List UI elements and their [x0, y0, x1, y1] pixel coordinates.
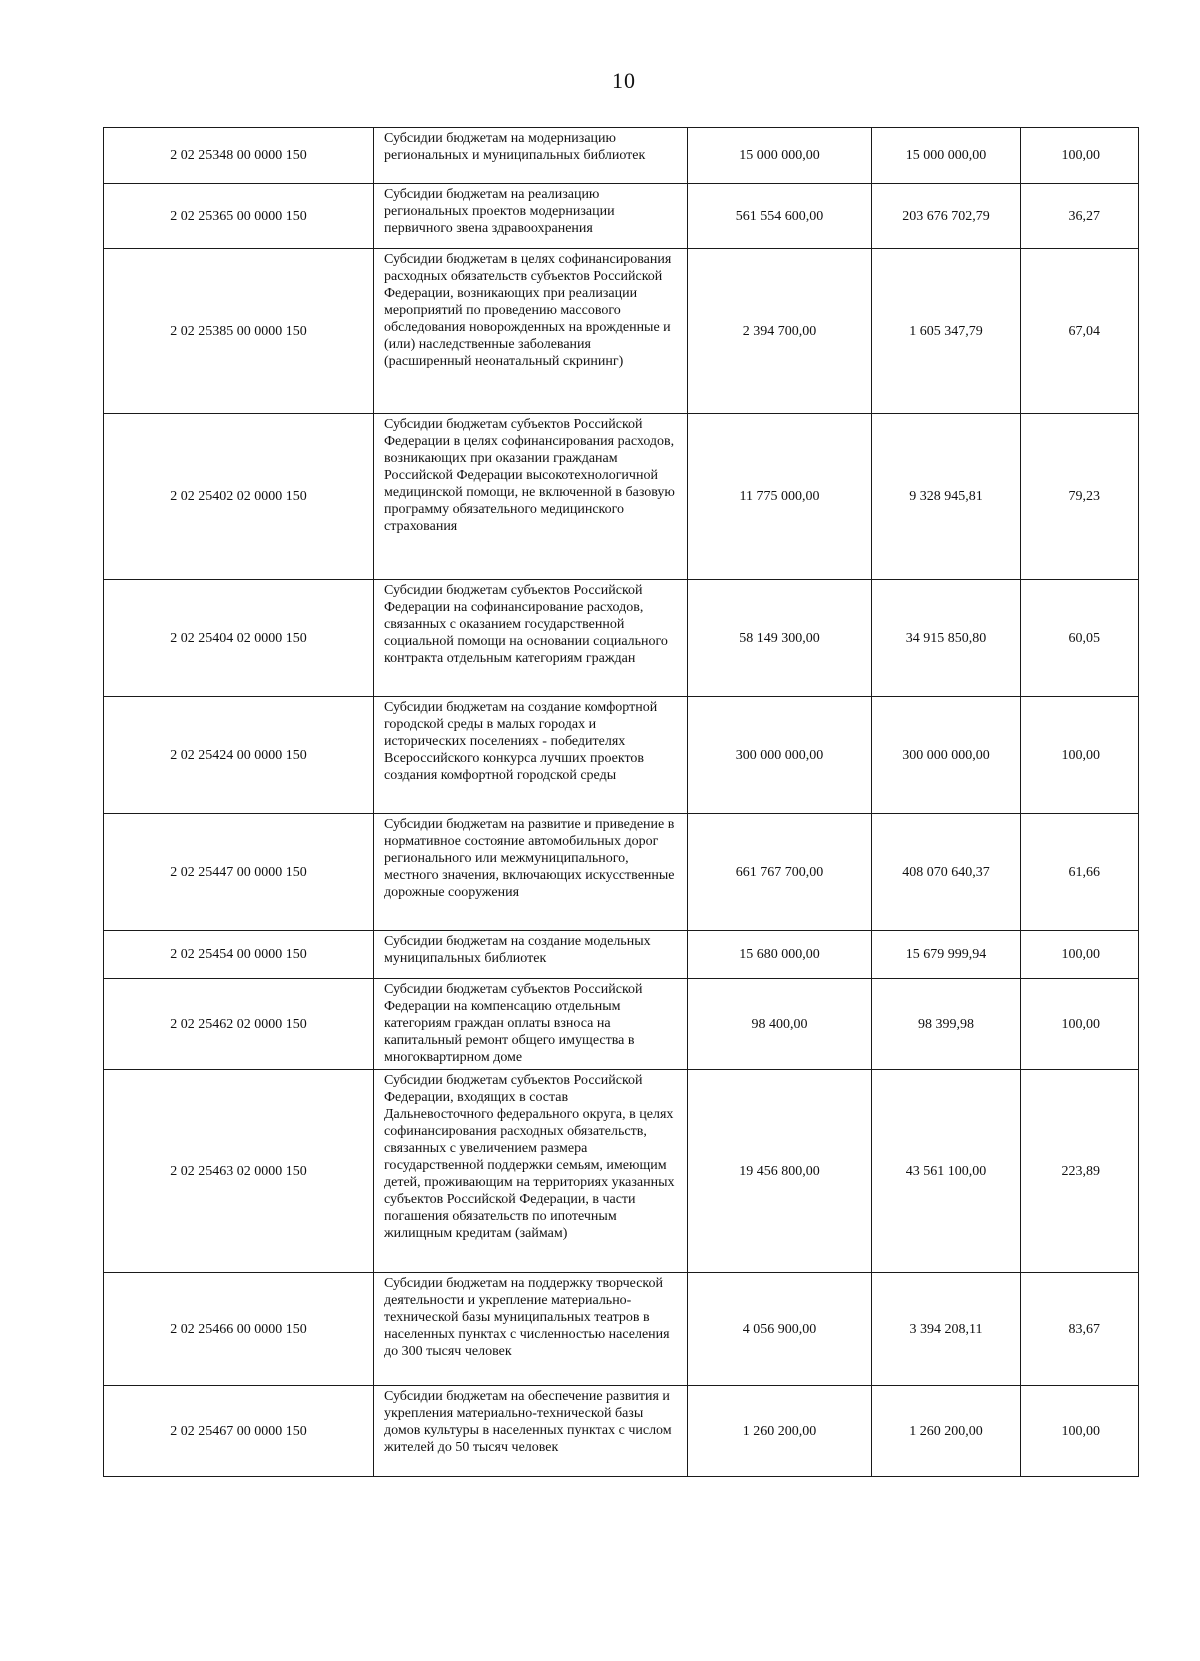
budget-code-cell: 2 02 25404 02 0000 150: [104, 580, 374, 697]
executed-amount-cell: 3 394 208,11: [872, 1273, 1021, 1386]
budget-code-cell: 2 02 25466 00 0000 150: [104, 1273, 374, 1386]
planned-amount-cell: 19 456 800,00: [688, 1070, 872, 1273]
execution-percent-cell: 83,67: [1021, 1273, 1139, 1386]
planned-amount-cell: 1 260 200,00: [688, 1386, 872, 1477]
planned-amount-cell: 11 775 000,00: [688, 414, 872, 580]
table-row: [104, 580, 1139, 697]
executed-amount-cell: 1 605 347,79: [872, 249, 1021, 414]
execution-percent-cell: 100,00: [1021, 1386, 1139, 1477]
planned-amount-cell: 98 400,00: [688, 979, 872, 1070]
budget-code-cell: 2 02 25365 00 0000 150: [104, 184, 374, 249]
subsidy-description-cell: Субсидии бюджетам субъектов Российской Федерации в целях софинансирования расходов, возникающих при оказании гражданам Российской Федерации высокотехнологичной медицинской помощи, не включенной в базовую программу обязательного медицинского страхования: [374, 414, 688, 580]
planned-amount-cell: 15 000 000,00: [688, 128, 872, 184]
subsidy-description-cell: Субсидии бюджетам на создание модельных муниципальных библиотек: [374, 931, 688, 979]
subsidy-description-cell: Субсидии бюджетам на создание комфортной городской среды в малых городах и исторических поселениях - победителях Всероссийского конкурса лучших проектов создания комфортной городской среды: [374, 697, 688, 814]
planned-amount-cell: 561 554 600,00: [688, 184, 872, 249]
executed-amount-cell: 300 000 000,00: [872, 697, 1021, 814]
budget-code-cell: 2 02 25454 00 0000 150: [104, 931, 374, 979]
table-row: [104, 1386, 1139, 1477]
table-row: [104, 979, 1139, 1070]
execution-percent-cell: 67,04: [1021, 249, 1139, 414]
planned-amount-cell: 300 000 000,00: [688, 697, 872, 814]
executed-amount-cell: 15 000 000,00: [872, 128, 1021, 184]
execution-percent-cell: 79,23: [1021, 414, 1139, 580]
table-row: [104, 414, 1139, 580]
table-row: [104, 184, 1139, 249]
executed-amount-cell: 98 399,98: [872, 979, 1021, 1070]
planned-amount-cell: 15 680 000,00: [688, 931, 872, 979]
subsidy-description-cell: Субсидии бюджетам на обеспечение развития и укрепления материально-технической базы домов культуры в населенных пунктах с числом жителей до 50 тысяч человек: [374, 1386, 688, 1477]
budget-code-cell: 2 02 25424 00 0000 150: [104, 697, 374, 814]
subsidy-description-cell: Субсидии бюджетам на модернизацию региональных и муниципальных библиотек: [374, 128, 688, 184]
execution-percent-cell: 100,00: [1021, 979, 1139, 1070]
subsidy-description-cell: Субсидии бюджетам на реализацию региональных проектов модернизации первичного звена здравоохранения: [374, 184, 688, 249]
subsidy-description-cell: Субсидии бюджетам субъектов Российской Федерации на компенсацию отдельным категориям граждан оплаты взноса на капитальный ремонт общего имущества в многоквартирном доме: [374, 979, 688, 1070]
budget-code-cell: 2 02 25463 02 0000 150: [104, 1070, 374, 1273]
planned-amount-cell: 58 149 300,00: [688, 580, 872, 697]
table-row: [104, 1070, 1139, 1273]
execution-percent-cell: 36,27: [1021, 184, 1139, 249]
subsidy-description-cell: Субсидии бюджетам субъектов Российской Федерации, входящих в состав Дальневосточного федерального округа, в целях софинансирования расходных обязательств, связанных с увеличением размера государственной поддержки семьям, имеющим детей, проживающим на территориях указанных субъектов Российской Федерации, в части погашения обязательств по ипотечным жилищным кредитам (займам): [374, 1070, 688, 1273]
table-row: [104, 814, 1139, 931]
execution-percent-cell: 60,05: [1021, 580, 1139, 697]
executed-amount-cell: 408 070 640,37: [872, 814, 1021, 931]
table-row: [104, 697, 1139, 814]
subsidy-description-cell: Субсидии бюджетам на поддержку творческой деятельности и укрепление материально-технической базы муниципальных театров в населенных пунктах с численностью населения до 300 тысяч человек: [374, 1273, 688, 1386]
budget-code-cell: 2 02 25462 02 0000 150: [104, 979, 374, 1070]
executed-amount-cell: 34 915 850,80: [872, 580, 1021, 697]
budget-code-cell: 2 02 25447 00 0000 150: [104, 814, 374, 931]
executed-amount-cell: 43 561 100,00: [872, 1070, 1021, 1273]
execution-percent-cell: 223,89: [1021, 1070, 1139, 1273]
execution-percent-cell: 100,00: [1021, 697, 1139, 814]
budget-code-cell: 2 02 25348 00 0000 150: [104, 128, 374, 184]
page-number: 10: [612, 68, 636, 93]
execution-percent-cell: 100,00: [1021, 128, 1139, 184]
subsidy-description-cell: Субсидии бюджетам субъектов Российской Федерации на софинансирование расходов, связанных с оказанием государственной социальной помощи на основании социального контракта отдельным категориям граждан: [374, 580, 688, 697]
execution-percent-cell: 100,00: [1021, 931, 1139, 979]
executed-amount-cell: 15 679 999,94: [872, 931, 1021, 979]
table-body: [104, 128, 1139, 1477]
planned-amount-cell: 2 394 700,00: [688, 249, 872, 414]
table-row: [104, 1273, 1139, 1386]
budget-code-cell: 2 02 25385 00 0000 150: [104, 249, 374, 414]
budget-code-cell: 2 02 25402 02 0000 150: [104, 414, 374, 580]
table-row: [104, 249, 1139, 414]
subsidy-description-cell: Субсидии бюджетам в целях софинансирования расходных обязательств субъектов Российской Федерации, возникающих при реализации мероприятий по проведению массового обследования новорожденных на врожденные и (или) наследственные заболевания (расширенный неонатальный скрининг): [374, 249, 688, 414]
planned-amount-cell: 661 767 700,00: [688, 814, 872, 931]
executed-amount-cell: 1 260 200,00: [872, 1386, 1021, 1477]
executed-amount-cell: 9 328 945,81: [872, 414, 1021, 580]
execution-percent-cell: 61,66: [1021, 814, 1139, 931]
executed-amount-cell: 203 676 702,79: [872, 184, 1021, 249]
subsidy-description-cell: Субсидии бюджетам на развитие и приведение в нормативное состояние автомобильных дорог регионального или межмуниципального, местного значения, включающих искусственные дорожные сооружения: [374, 814, 688, 931]
budget-revenue-table: [103, 127, 1139, 1477]
table-row: [104, 128, 1139, 184]
table-row: [104, 931, 1139, 979]
budget-code-cell: 2 02 25467 00 0000 150: [104, 1386, 374, 1477]
planned-amount-cell: 4 056 900,00: [688, 1273, 872, 1386]
